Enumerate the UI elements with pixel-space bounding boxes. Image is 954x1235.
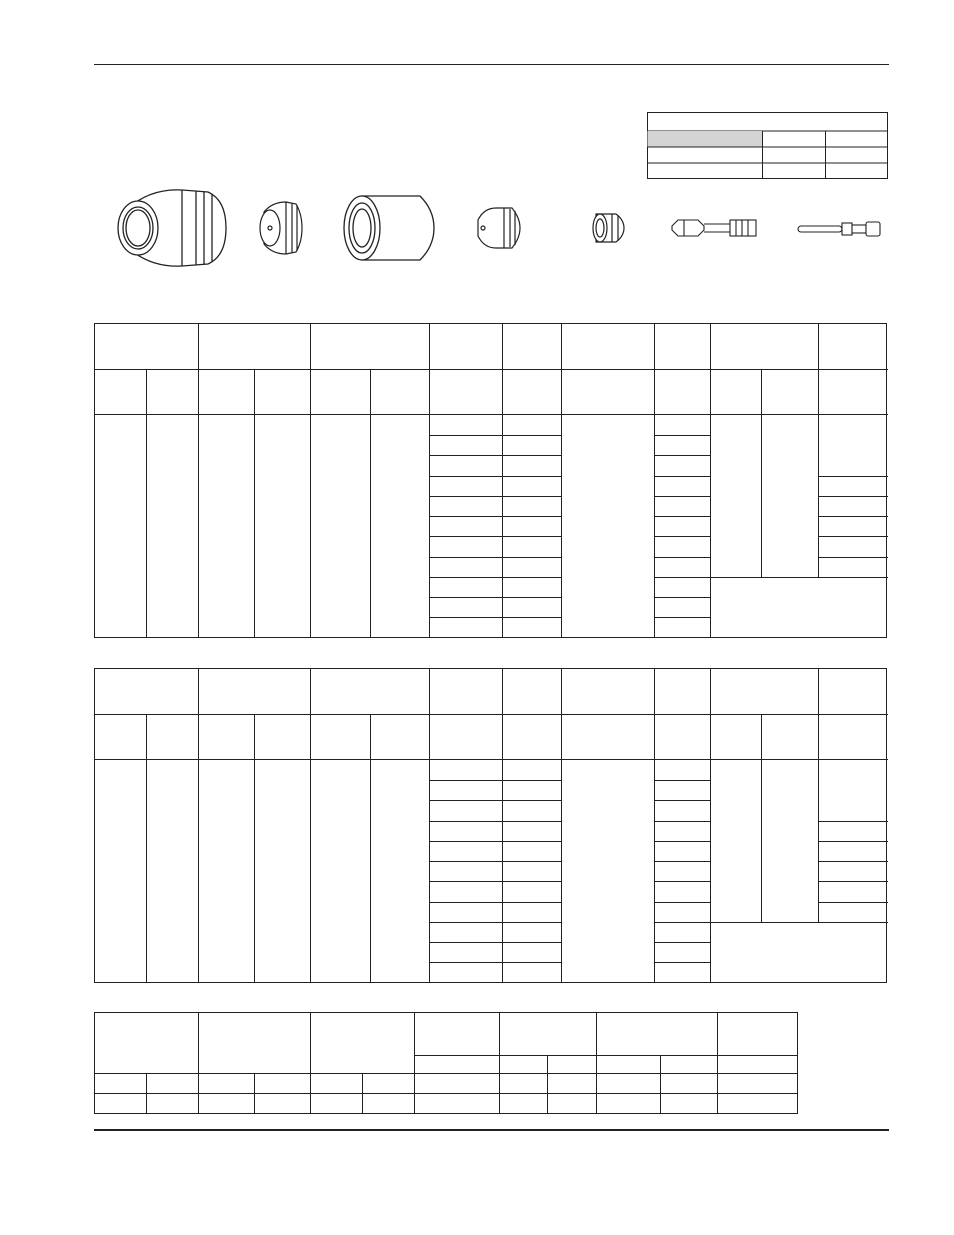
header-rule: [94, 64, 889, 65]
water-tube-icon: [798, 222, 880, 236]
shield-cap-icon: [118, 190, 226, 266]
process-table-2: [94, 668, 888, 984]
nozzle-icon: [478, 208, 520, 248]
deflector-icon: [260, 202, 302, 254]
legend-table: [647, 112, 888, 179]
process-table-3: [94, 1012, 799, 1115]
swirl-ring-icon: [593, 214, 624, 242]
process-table-1: [94, 323, 888, 639]
footer-rule: [94, 1129, 889, 1131]
consumable-parts-row: [100, 180, 900, 275]
retaining-cap-icon: [344, 196, 434, 260]
legend-shaded-cell: [648, 131, 763, 147]
electrode-icon: [672, 220, 756, 236]
